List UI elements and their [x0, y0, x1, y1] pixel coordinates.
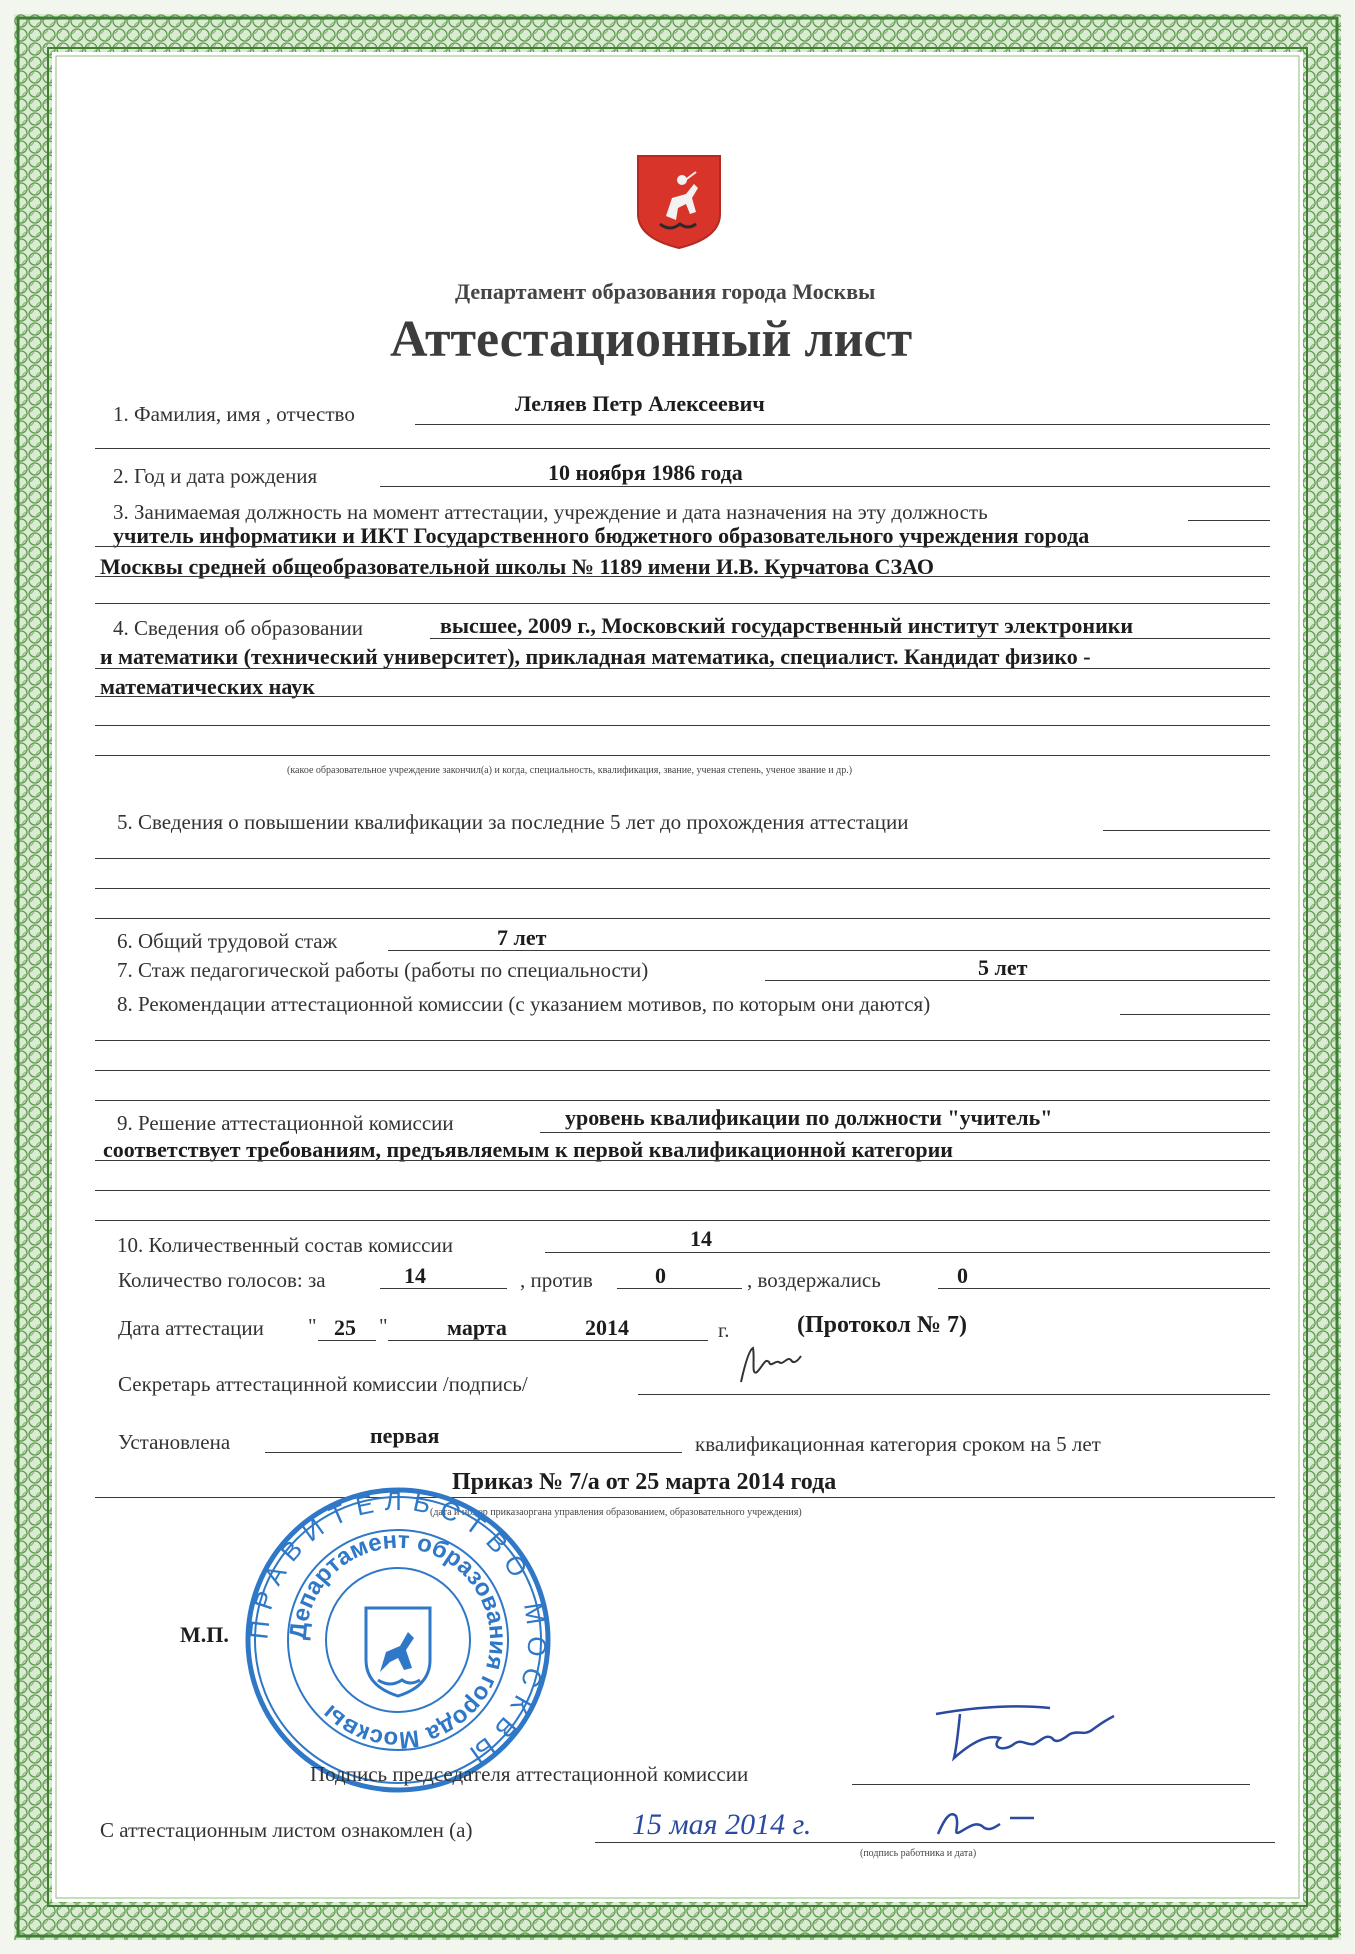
education-line-3: математических наук	[100, 674, 315, 699]
votes-for-value: 14	[404, 1263, 426, 1288]
decision-line-1: уровень квалификации по должности "учитель"	[565, 1105, 1053, 1130]
date-quote-close: "	[379, 1314, 388, 1338]
votes-abstain-value: 0	[957, 1263, 968, 1288]
teaching-experience-value: 5 лет	[978, 955, 1028, 980]
votes-abstain-label: , воздержались	[747, 1268, 881, 1292]
secretary-signature-label: Секретарь аттестацинной комиссии /подпись/	[118, 1372, 528, 1396]
document-title: Аттестационный лист	[390, 311, 913, 368]
category-suffix: квалификационная категория сроком на 5 лет	[695, 1432, 1101, 1456]
field-8-label: 8. Рекомендации аттестационной комиссии (с указанием мотивов, по которым они даются)	[117, 992, 931, 1016]
votes-against-label: , против	[520, 1268, 593, 1292]
date-day-value: 25	[334, 1315, 356, 1340]
decision-line-2: соответствует требованиям, предъявляемым к первой квалификационной категории	[103, 1137, 953, 1162]
attestation-date-label: Дата аттестации	[118, 1316, 264, 1340]
category-value: первая	[370, 1423, 440, 1448]
date-year-suffix: г.	[718, 1318, 730, 1342]
education-hint: (какое образовательное учреждение закончил(а) и когда, специальность, квалификация, звание, ученая степень, ученое звание и др.)	[287, 765, 853, 776]
education-line-1: высшее, 2009 г., Московский государственный институт электроники	[440, 613, 1134, 638]
stamp-inner-text: Департамент образования города Москвы	[284, 1526, 512, 1754]
total-experience-value: 7 лет	[497, 925, 547, 950]
field-10-label: 10. Количественный состав комиссии	[117, 1233, 453, 1257]
order-value: Приказ № 7/а от 25 марта 2014 года	[452, 1469, 837, 1495]
svg-text:Департамент образования города	[285, 1527, 512, 1754]
protocol-number: (Протокол № 7)	[797, 1312, 967, 1338]
date-year-value: 2014	[585, 1315, 629, 1340]
field-5-label: 5. Сведения о повышении квалификации за последние 5 лет до прохождения аттестации	[117, 810, 909, 834]
seal-place-label: М.П.	[180, 1622, 229, 1647]
field-1-label: 1. Фамилия, имя , отчество	[113, 402, 355, 426]
field-6-label: 6. Общий трудовой стаж	[117, 929, 338, 953]
education-line-2: и математики (технический университет), прикладная математика, специалист. Кандидат физико -	[100, 644, 1091, 669]
moscow-coat-of-arms-icon	[636, 154, 722, 250]
familiarized-date-handwritten: 15 мая 2014 г.	[632, 1808, 812, 1841]
order-hint: (дата и номер приказаоргана управления образованием, образовательного учреждения)	[430, 1507, 802, 1518]
field-4-label: 4. Сведения об образовании	[113, 616, 364, 640]
date-quote-open: "	[308, 1314, 317, 1338]
employee-signature	[930, 1800, 1050, 1846]
stamp-outer-text: ПРАВИТЕЛЬСТВО МОСКВЫ	[243, 1485, 553, 1776]
official-stamp	[240, 1482, 556, 1798]
full-name-value: Леляев Петр Алексеевич	[515, 391, 765, 416]
familiarized-label: С аттестационным листом ознакомлен (а)	[100, 1818, 473, 1842]
field-7-label: 7. Стаж педагогической работы (работы по специальности)	[117, 958, 649, 982]
chairman-signature	[930, 1694, 1120, 1766]
birth-date-value: 10 ноября 1986 года	[548, 460, 743, 485]
date-month-value: марта	[447, 1315, 507, 1340]
votes-against-value: 0	[655, 1263, 666, 1288]
department-name: Департамент образования города Москвы	[455, 279, 876, 304]
votes-for-label: Количество голосов: за	[118, 1268, 326, 1292]
position-line-1: учитель информатики и ИКТ Государственного бюджетного образовательного учреждения города	[113, 523, 1090, 548]
chairman-signature-label: Подпись председателя аттестационной комиссии	[310, 1762, 749, 1786]
category-label: Установлена	[118, 1430, 231, 1454]
field-3-label: 3. Занимаемая должность на момент аттестации, учреждение и дата назначения на эту должность	[113, 500, 988, 524]
field-9-label: 9. Решение аттестационной комиссии	[117, 1111, 454, 1135]
familiarized-hint: (подпись работника и дата)	[860, 1848, 977, 1859]
position-line-2: Москвы средней общеобразовательной школы № 1189 имени И.В. Курчатова СЗАО	[100, 554, 934, 579]
field-2-label: 2. Год и дата рождения	[113, 464, 318, 488]
secretary-signature	[735, 1342, 810, 1390]
commission-size-value: 14	[690, 1226, 712, 1251]
